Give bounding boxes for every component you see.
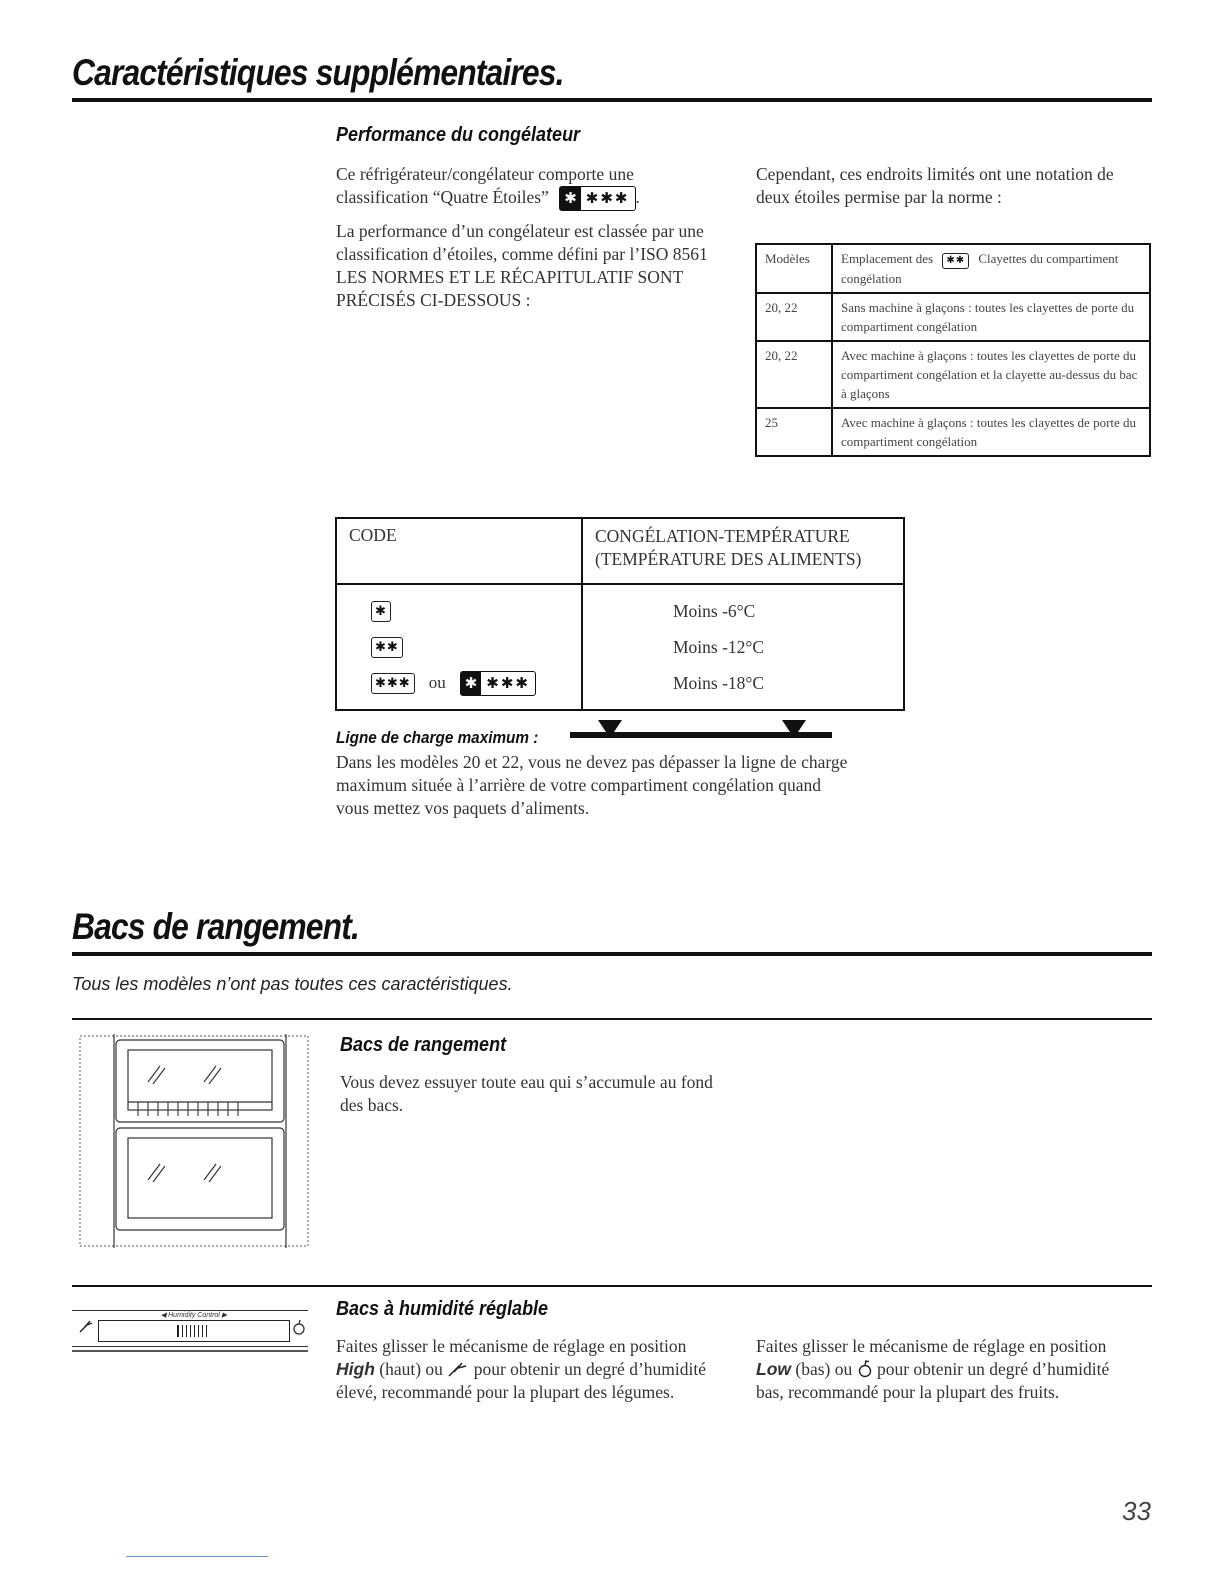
table-cell-text: Sans machine à glaçons : toutes les clayettes de porte du compartiment congélation — [832, 293, 1150, 341]
location-header-a: Emplacement des — [841, 251, 934, 266]
code-header: CODE — [336, 518, 582, 584]
table-row — [756, 341, 1150, 408]
four-star-icon: ✱ ✱✱✱ — [460, 671, 536, 696]
intro-paragraph-2: La performance d’un congélateur est classée par une classification d’étoiles, comme défini par l’ISO 8561 LES NORMES ET LE RÉCAPITULATIF SONT PRÉCISÉS CI-DESSOUS : — [336, 221, 708, 311]
vegetable-icon — [447, 1360, 469, 1378]
code-row-3 — [371, 665, 581, 701]
table-row — [756, 244, 1150, 293]
temperature-value: Moins -12°C — [673, 636, 765, 657]
sub-rule — [72, 1285, 1152, 1287]
table-cell-text: Avec machine à glaçons : toutes les clayettes de porte du compartiment congélation — [832, 408, 1150, 456]
models-header: Modèles — [756, 244, 832, 293]
temperature-header-line-1: CONGÉLATION-TEMPÉRATURE — [595, 526, 850, 546]
humidity-low-text-c: pour obtenir un degré d’humidité bas, recommandé pour la plupart des fruits. — [756, 1359, 1110, 1402]
two-star-icon: ✱✱ — [371, 637, 403, 658]
humidity-slider-track[interactable] — [98, 1320, 290, 1342]
ou-label: ou — [428, 673, 446, 692]
intro-paragraph-1: Ce réfrigérateur/congélateur comporte une classification “Quatre Étoiles” — [336, 164, 634, 207]
sub-rule — [72, 1018, 1152, 1020]
intro-period: . — [635, 187, 640, 207]
models-note: Tous les modèles n’ont pas toutes ces caractéristiques. — [72, 974, 513, 994]
section-title-features: Caractéristiques supplémentaires. — [72, 52, 564, 93]
code-row-1 — [371, 593, 581, 629]
control-panel-bottom — [72, 1346, 308, 1347]
section-rule — [72, 98, 1152, 102]
humidity-low-text-b: (bas) ou — [795, 1359, 853, 1379]
code-icons-cell — [336, 584, 582, 710]
humidity-high-text-a: Faites glisser le mécanisme de réglage en position — [336, 1336, 687, 1356]
location-header-b: Clayettes du compartiment congélation — [841, 251, 1119, 286]
freezer-performance-heading: Performance du congélateur — [336, 124, 581, 146]
table-row — [336, 518, 904, 584]
table-row — [756, 408, 1150, 456]
high-label: High — [336, 1359, 375, 1379]
table-row — [336, 584, 904, 710]
table-row — [756, 293, 1150, 341]
fruit-icon — [292, 1318, 306, 1336]
storage-bins-illustration — [74, 1030, 314, 1252]
table-cell-models: 25 — [756, 408, 832, 456]
three-star-icon: ✱✱✱ — [371, 673, 415, 694]
section-title-storage: Bacs de rangement. — [72, 906, 359, 947]
table-cell-models: 20, 22 — [756, 293, 832, 341]
table-cell-models: 20, 22 — [756, 341, 832, 408]
load-line-text: Dans les modèles 20 et 22, vous ne devez pas dépasser la ligne de charge maximum située à l’arrière de votre compartiment congélation quand vous mettez vos paquets d’aliments. — [336, 752, 848, 818]
humidity-low-text-a: Faites glisser le mécanisme de réglage en position — [756, 1336, 1107, 1356]
vegetable-icon — [78, 1318, 94, 1334]
low-label: Low — [756, 1359, 791, 1379]
footer-link-rule — [126, 1556, 268, 1557]
temperature-values-cell — [582, 584, 904, 710]
temperature-value: Moins -6°C — [673, 600, 756, 621]
section-rule — [72, 952, 1152, 956]
load-line-marker-icon — [570, 716, 832, 742]
humidity-control-illustration — [72, 1306, 312, 1366]
control-panel-edge — [72, 1350, 308, 1352]
table-cell-text: Avec machine à glaçons : toutes les clayettes de porte du compartiment congélation et la clayette au-dessus du bac à glaçons — [832, 341, 1150, 408]
freezer-performance-text — [336, 163, 716, 312]
storage-bins-heading: Bacs de rangement — [340, 1034, 507, 1056]
two-star-icon: ✱✱ — [942, 253, 969, 269]
limited-area-text: Cependant, ces endroits limités ont une notation de deux étoiles permise par la norme : — [756, 164, 1114, 207]
location-header — [832, 244, 1150, 293]
code-temperature-table — [335, 517, 905, 711]
temperature-header — [582, 518, 904, 584]
humidity-high-text-c: pour obtenir un degré d’humidité élevé, recommandé pour la plupart des légumes. — [336, 1359, 706, 1402]
four-star-icon: ✱ ✱✱✱ — [559, 186, 635, 211]
load-line-label: Ligne de charge maximum : — [336, 728, 539, 747]
code-row-2 — [371, 629, 581, 665]
humidity-low-text — [756, 1335, 1136, 1404]
temperature-header-line-2: (TEMPÉRATURE DES ALIMENTS) — [595, 549, 862, 569]
temperature-value: Moins -18°C — [673, 672, 765, 693]
humidity-control-label: ◀ Humidity Control ▶ — [160, 1312, 228, 1319]
star-grade-table — [755, 243, 1151, 457]
one-star-icon: ✱ — [371, 601, 391, 622]
fruit-icon — [857, 1358, 873, 1378]
storage-bins-text: Vous devez essuyer toute eau qui s’accumule au fond des bacs. — [340, 1072, 713, 1115]
humidity-high-text — [336, 1335, 716, 1404]
humidity-drawers-heading: Bacs à humidité réglable — [336, 1298, 549, 1320]
humidity-high-text-b: (haut) ou — [379, 1359, 443, 1379]
humidity-slider-handle[interactable] — [177, 1325, 207, 1337]
page-number: 33 — [1122, 1496, 1151, 1526]
